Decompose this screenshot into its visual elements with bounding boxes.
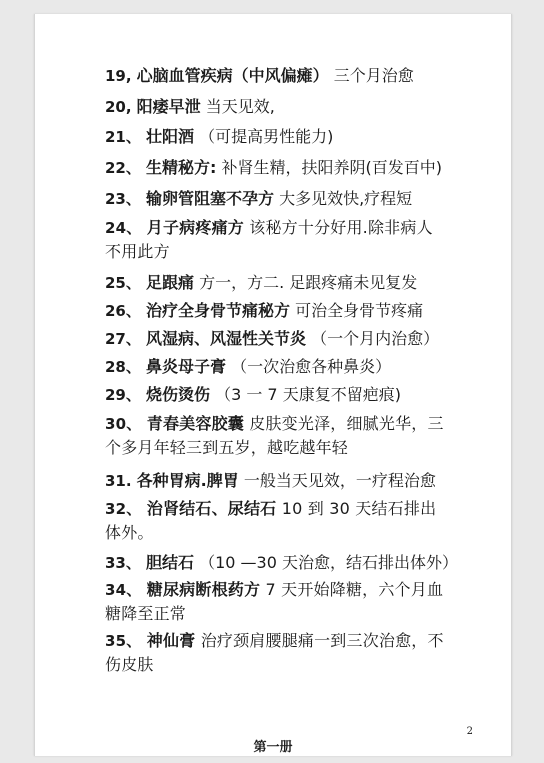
document-page: [34, 14, 512, 756]
item-number: 34、: [105, 581, 142, 599]
item-description: 该秘方十分好用.除非病人不用此方: [105, 218, 433, 261]
list-item: [105, 412, 447, 459]
item-title: 烧伤烫伤: [145, 385, 210, 404]
item-title: 鼻炎母子膏: [145, 357, 226, 376]
item-description: （3 一 7 天康复不留疤痕): [215, 385, 401, 404]
list-item: [105, 156, 451, 180]
list-item: [105, 469, 451, 493]
list-item: [105, 383, 451, 407]
item-number: 26、: [105, 302, 141, 320]
item-number: 35、: [105, 632, 142, 650]
item-title: 各种胃病.脾胃: [136, 471, 239, 490]
item-title: 治疗全身骨节痛秘方: [145, 301, 290, 320]
item-number: 33、: [105, 554, 141, 572]
item-description: 当天见效,: [205, 97, 275, 116]
item-number: 22、: [105, 159, 141, 177]
item-title: 糖尿病断根药方: [146, 580, 261, 599]
item-title: 壮阳酒: [145, 127, 194, 146]
item-description: 可治全身骨节疼痛: [295, 301, 424, 320]
list-item: [105, 629, 447, 676]
item-description: 大多见效快,疗程短: [279, 189, 413, 208]
item-title: 足跟痛: [145, 273, 194, 292]
list-item: [105, 216, 447, 263]
item-title: 阳痿早泄: [136, 97, 201, 116]
list-item: [105, 578, 447, 625]
item-title: 风湿病、风湿性关节炎: [145, 329, 306, 348]
item-description: （一次治愈各种鼻炎）: [231, 357, 392, 376]
item-description: 皮肤变光泽，细腻光华，三个多月年轻三到五岁，越吃越年轻: [105, 414, 444, 457]
item-description: 补肾生精，扶阳养阴(百发百中): [221, 158, 442, 177]
item-number: 29、: [105, 386, 141, 404]
item-number: 30、: [105, 415, 142, 433]
item-number: 27、: [105, 330, 141, 348]
list-item: [105, 64, 451, 88]
item-number: 24、: [105, 219, 142, 237]
list-item: [105, 497, 447, 544]
item-number: 28、: [105, 358, 141, 376]
list-item: [105, 187, 451, 211]
item-description: 10 到 30 天结石排出体外。: [105, 499, 437, 542]
item-title: 胆结石: [145, 553, 194, 572]
item-number: 20,: [105, 98, 132, 116]
item-description: 三个月治愈: [333, 66, 414, 85]
item-description: 7 天开始降糖，六个月血糖降至正常: [105, 580, 444, 623]
item-description: （10 —30 天治愈，结石排出体外）: [199, 553, 458, 572]
page-number: 2: [466, 726, 473, 737]
item-number: 32、: [105, 500, 142, 518]
book-volume-label: 第一册: [253, 740, 293, 755]
item-number: 25、: [105, 274, 141, 292]
item-title: 心脑血管疾病（中风偏瘫）: [136, 66, 329, 85]
item-number: 23、: [105, 190, 141, 208]
item-title: 治肾结石、尿结石: [146, 499, 277, 518]
item-number: 21、: [105, 128, 141, 146]
item-title: 月子病疼痛方: [146, 218, 244, 237]
item-title: 生精秘方:: [145, 158, 217, 177]
item-description: 一般当天见效，一疗程治愈: [243, 471, 436, 490]
item-number: 19,: [105, 67, 132, 85]
item-description: （一个月内治愈）: [311, 329, 440, 348]
item-title: 神仙膏: [146, 631, 196, 650]
list-item: [105, 355, 451, 379]
list-item: [105, 327, 451, 351]
item-title: 青春美容胶囊: [146, 414, 244, 433]
list-item: [105, 95, 451, 119]
item-description: （可提高男性能力): [199, 127, 334, 146]
list-item: [105, 271, 451, 295]
item-title: 输卵管阻塞不孕方: [145, 189, 274, 208]
item-description: 方一，方二. 足跟疼痛未见复发: [199, 273, 418, 292]
list-item: [105, 551, 458, 575]
list-item: [105, 125, 451, 149]
list-item: [105, 299, 451, 323]
item-description: 治疗颈肩腰腿痛一到三次治愈，不伤皮肤: [105, 631, 444, 674]
item-number: 31.: [105, 472, 132, 490]
